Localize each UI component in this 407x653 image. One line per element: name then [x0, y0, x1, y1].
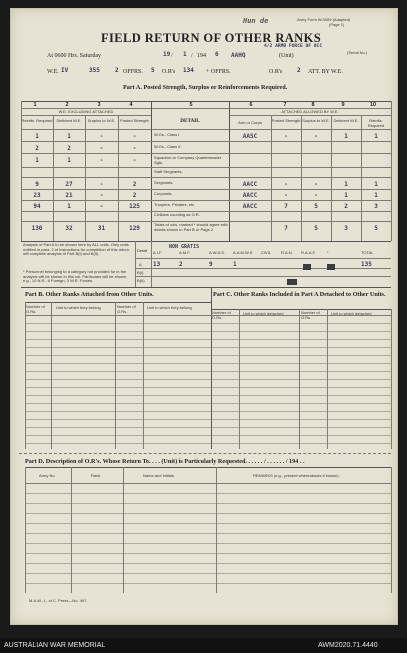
col-num-2: 2	[65, 102, 69, 108]
form-sheet: Army Form W.3009 (Adapted) (Page 1) Hun de FIELD RETURN OF OTHER RANKS 4/2 ARMD FORCE OF OCC (Serial No.) At 0600 Hrs. Saturday 19 / 1 / 194 6 AAHQ (Unit) W.E. IV 355 2 OFFRS. 5 O.R's 134 + OFFRS. O.R's 2 ATT. BY W.E. Part A. Posted Strength, Surplus or Reinforcements Required. 1 2 3 4 5 6 7 8 9 10 W.E. EXCLUDING ATTACHED ATTACHED ALLOWED BY W.E. Reinfts. Required Deficient W.E. Surplus to W.E. Posted Strength DETAIL Arm or Corps Posted Strength Surplus to W.E. Deficient W.E. Reinfts. Required W.Os., Class I. W.Os., Class II. Squadron or Company Quartermaster Sgts. Staff Sergeants. Sergeants. Corporals. Troopers, Privates, etc. Civilians counting as O.R. Totals of cols. marked * should agree with details shown in Part B or Page 2. 1 1 - - AASC - - 1 1 2 2 - - 1 1 - - 9 27 - 2 AACC - - 1 1 23 21 - 2 AACC - - 1 1 94 1 - 125 AACC 7 5 2 3 130 32 31 129 7 5 3 5 Analysis of Part A to be shown here by ALL units. Only units notified in para. 2 of instructions for completion of this return will complete analysis of Part B(I) and B(II). * Personnel belonging to a category not provided for in the analysis will be shown in this col. Particulars will be shown, e.g., 10 N.R., 6 Foreign, 3 W.R. Forces. Detail A B(I) B(II) A.I.F. A.M.F. A.W.A.S. A.A.M.W.S. CIVIL R.A.N. R.A.A.F. * TOTAL 13 2 9 1 135 NON GRATIS Part B. Other Ranks Attached from Other Units. Part C. Other Ranks Included in Part A Detached to Other Units. Number of O.Rs. Unit to which they belong Number of O.Rs. Unit to which they belong Number of O.Rs. Unit to which detached Number of O.Rs. Unit to which detached Part D. Description of O.R's. Whose Return To. . . . (Unit) is Particularly Requested. . . . . . / . . . . . . / 194 . . Army No. Rank Name and Initials REMARKS (e.g., present whereabouts if known). M.A.W., L. of C. Press—No. 497.	[10, 8, 398, 625]
part-b-col-unit-2: Unit to which they belong	[147, 305, 192, 310]
unit-label: (Unit)	[279, 53, 294, 59]
analysis-head: *	[327, 250, 329, 255]
day-value: 19	[163, 51, 171, 58]
plus-ors-label: O.R's	[269, 69, 283, 75]
hw-cell-c3: -	[99, 203, 104, 210]
hw-cell-c9: 1	[344, 133, 348, 140]
hw-cell-c6: AACC	[242, 192, 258, 199]
ors-label: O.R's	[162, 69, 176, 75]
we-num1: 355	[89, 67, 100, 74]
analysis-head: R.A.N.	[281, 250, 293, 255]
hw-cell-c9: 1	[344, 181, 348, 188]
analysis-head: A.I.F.	[153, 250, 163, 255]
hw-cell-c2: 27	[65, 181, 73, 188]
form-title: FIELD RETURN OF OTHER RANKS	[101, 31, 322, 45]
stamp-block	[327, 264, 335, 270]
hw-cell-c9: 1	[344, 192, 348, 199]
part-c-col-num-1: Number of O.Rs.	[212, 310, 231, 320]
hw-cell-c7: -	[284, 192, 288, 199]
page-label: (Page 1)	[329, 22, 345, 27]
col-num-7: 7	[283, 102, 287, 108]
corner-unit-handwriting: 4/2 ARMD FORCE OF OCC	[264, 44, 323, 49]
analysis-head: TOTAL	[361, 250, 374, 255]
hw-cell-c8: 5	[314, 203, 318, 210]
analysis-a-value: 13	[153, 261, 161, 268]
part-d-col-remarks: REMARKS (e.g., present whereabouts if known).	[253, 473, 340, 478]
hw-cell-c4: 125	[129, 203, 140, 210]
part-c-col-num-2: Number of O.Rs.	[301, 310, 320, 320]
hw-cell-c2: 1	[67, 133, 71, 140]
part-a-title: Part A. Posted Strength, Surplus or Reinforcements Required.	[123, 84, 288, 91]
stamp-block	[303, 264, 311, 270]
hw-cell-c9: 3	[344, 225, 348, 232]
hw-cell-c1: 1	[35, 157, 39, 164]
year-prefix: 194	[197, 53, 206, 59]
col-head-deficient-2: Deficient W.E.	[333, 118, 359, 123]
part-d-title: Part D. Description of O.R's. Whose Return To. . . . (Unit) is Particularly Requested. . . . . . / . . . . . . / 194 . .	[25, 458, 305, 465]
col-num-8: 8	[311, 102, 315, 108]
archive-id: AWM2020.71.4440	[318, 642, 378, 649]
col-head-reinfts-required: Reinfts. Required	[21, 118, 53, 123]
analysis-head: R.A.A.F.	[301, 250, 316, 255]
part-c-col-unit-2: Unit to which detached	[331, 311, 372, 316]
part-b-col-num-2: Number of O.Rs.	[117, 304, 136, 314]
analysis-row-a: A	[139, 262, 142, 267]
hw-cell-c10: 1	[374, 133, 378, 140]
hw-cell-c4: 129	[129, 225, 140, 232]
col-head-posted-strength-2: Posted Strength	[271, 118, 301, 123]
hw-cell-c8: -	[314, 192, 318, 199]
col-head-detail: DETAIL	[180, 118, 200, 124]
part-b-col-num-1: Number of O.Rs.	[26, 304, 45, 314]
detail-corporals: Corporals.	[154, 191, 173, 196]
col-num-6: 6	[249, 102, 253, 108]
hw-cell-c7: 7	[284, 225, 288, 232]
hw-cell-c3: -	[99, 145, 104, 152]
att-value: 2	[297, 67, 301, 74]
hw-cell-c3: -	[99, 181, 104, 188]
army-form-label: Army Form W.3009 (Adapted)	[297, 17, 351, 22]
hw-cell-c3: 31	[97, 225, 106, 232]
serial-label: (Serial No.)	[347, 50, 368, 55]
hw-cell-c1: 130	[31, 225, 43, 232]
ors-value: 134	[183, 67, 194, 74]
offrs-value: 5	[151, 67, 155, 74]
detail-civilians: Civilians counting as O.R.	[154, 212, 200, 217]
analysis-head: A.M.F.	[179, 250, 191, 255]
part-d-col-rank: Rank	[91, 473, 101, 478]
detail-troopers-privates: Troopers, Privates, etc.	[154, 202, 196, 207]
signature: Hun de	[243, 17, 269, 25]
hw-cell-c7: -	[284, 181, 288, 188]
hw-cell-c2: 1	[67, 203, 71, 210]
att-label: ATT. BY W.E.	[308, 69, 343, 75]
col-head-reinfts-required-2: Reinfts. Required	[367, 118, 385, 128]
detail-sergeants: Sergeants.	[154, 180, 174, 185]
analysis-head: CIVIL	[261, 250, 272, 255]
hw-cell-c7: 7	[284, 203, 288, 210]
col-num-5: 5	[189, 102, 193, 108]
analysis-instructions: Analysis of Part A to be shown here by ALL units. Only units notified in para. 2 of instructions for completion of this return will complete analysis of Part B(I) and B(II).	[23, 242, 130, 257]
non-gratis-stamp: NON GRATIS	[169, 244, 200, 250]
part-c-title: Part C. Other Ranks Included in Part A Detached to Other Units.	[213, 291, 386, 298]
stamp-block	[287, 279, 297, 285]
we-num2: 2	[115, 67, 119, 74]
hw-cell-c2: 2	[67, 145, 71, 152]
we-excluding-attached-header: W.E. EXCLUDING ATTACHED	[58, 109, 114, 114]
analysis-row-b2: B(II)	[137, 278, 145, 283]
col-head-posted-strength: Posted Strength	[120, 118, 149, 123]
attached-allowed-header: ATTACHED ALLOWED BY W.E.	[281, 109, 339, 114]
hw-cell-c10: 3	[374, 203, 378, 210]
detail-sqn-qm-sgts: Squadron or Company Quartermaster Sgts.	[154, 155, 222, 165]
col-num-10: 10	[369, 102, 377, 108]
hw-cell-c2: 1	[67, 157, 71, 164]
detail-totals-note: Totals of cols. marked * should agree with details shown in Part B or Page 2.	[154, 222, 228, 232]
col-head-deficient: Deficient W.E.	[56, 118, 82, 123]
hw-cell-c9: 2	[344, 203, 348, 210]
hw-cell-c4: -	[132, 133, 137, 140]
plus-offrs-label: + OFFRS.	[206, 69, 231, 75]
hw-cell-c1: 9	[35, 181, 39, 188]
we-value: IV	[61, 67, 69, 74]
hw-cell-c8: -	[314, 133, 318, 140]
detail-wo-class-2: W.Os., Class II.	[154, 144, 182, 149]
hw-cell-c6: AACC	[242, 181, 258, 188]
archive-name: AUSTRALIAN WAR MEMORIAL	[4, 642, 106, 649]
hw-cell-c6: AACC	[242, 203, 258, 210]
hw-cell-c4: -	[132, 157, 137, 164]
part-b-col-unit-1: Unit to which they belong	[56, 305, 101, 310]
hw-cell-c2: 32	[65, 225, 73, 232]
offrs-label: OFFRS.	[123, 69, 143, 75]
hw-cell-c4: 2	[132, 181, 137, 188]
analysis-row-b1: B(I)	[137, 270, 144, 275]
hw-cell-c1: 23	[33, 192, 41, 199]
month-value: 1	[183, 51, 187, 58]
printer-imprint: M.A.W., L. of C. Press—No. 497.	[29, 598, 88, 603]
hw-cell-c6: AASC	[242, 133, 258, 140]
hw-cell-c4: 2	[132, 192, 137, 199]
hw-cell-c10: 1	[374, 181, 378, 188]
part-d-col-army-no: Army No.	[39, 473, 56, 478]
hw-cell-c10: 1	[374, 192, 378, 199]
hw-cell-c1: 94	[33, 203, 41, 210]
analysis-a-value: 9	[209, 261, 213, 268]
part-d-col-name: Name and Initials	[143, 473, 174, 478]
hw-cell-c3: -	[99, 157, 104, 164]
hw-cell-c1: 2	[35, 145, 39, 152]
part-b-title: Part B. Other Ranks Attached from Other Units.	[25, 291, 154, 298]
col-head-arm-corps: Arm or Corps	[238, 120, 262, 125]
analysis-a-value: 1	[233, 261, 237, 268]
archive-footer	[0, 638, 407, 653]
col-num-9: 9	[341, 102, 345, 108]
hw-cell-c3: -	[99, 133, 104, 140]
analysis-head: A.A.M.W.S.	[233, 250, 254, 255]
hw-cell-c7: -	[284, 133, 288, 140]
detail-staff-sergeants: Staff Sergeants.	[154, 169, 183, 174]
analysis-detail-label: Detail	[137, 248, 148, 253]
analysis-head: A.W.A.S.	[209, 250, 226, 255]
hw-cell-c10: 5	[374, 225, 378, 232]
year-value: 6	[215, 51, 219, 58]
at-line-label: At 0600 Hrs. Saturday	[47, 53, 101, 59]
col-head-surplus-2: Surplus to W.E.	[302, 118, 330, 123]
we-label: W.E.	[47, 69, 59, 75]
col-head-surplus: Surplus to W.E.	[87, 118, 116, 123]
analysis-a-value: 135	[361, 261, 372, 268]
hw-cell-c2: 21	[65, 192, 73, 199]
hw-cell-c1: 1	[35, 133, 39, 140]
part-c-col-unit-1: Unit to which detached	[243, 311, 284, 316]
unit-handwriting: AAHQ	[231, 52, 246, 59]
analysis-note: * Personnel belonging to a category not provided for in the analysis will be shown in this col. Particulars will be shown, e.g., 10 N.R., 6 Foreign, 3 W.R. Forces.	[23, 269, 128, 284]
col-num-3: 3	[97, 102, 101, 108]
hw-cell-c8: 5	[314, 225, 318, 232]
col-num-4: 4	[129, 102, 133, 108]
col-num-1: 1	[33, 102, 37, 108]
analysis-a-value: 2	[179, 261, 183, 268]
hw-cell-c8: -	[314, 181, 318, 188]
detail-wo-class-1: W.Os., Class I.	[154, 132, 181, 137]
hw-cell-c3: -	[99, 192, 104, 199]
hw-cell-c4: -	[132, 145, 137, 152]
